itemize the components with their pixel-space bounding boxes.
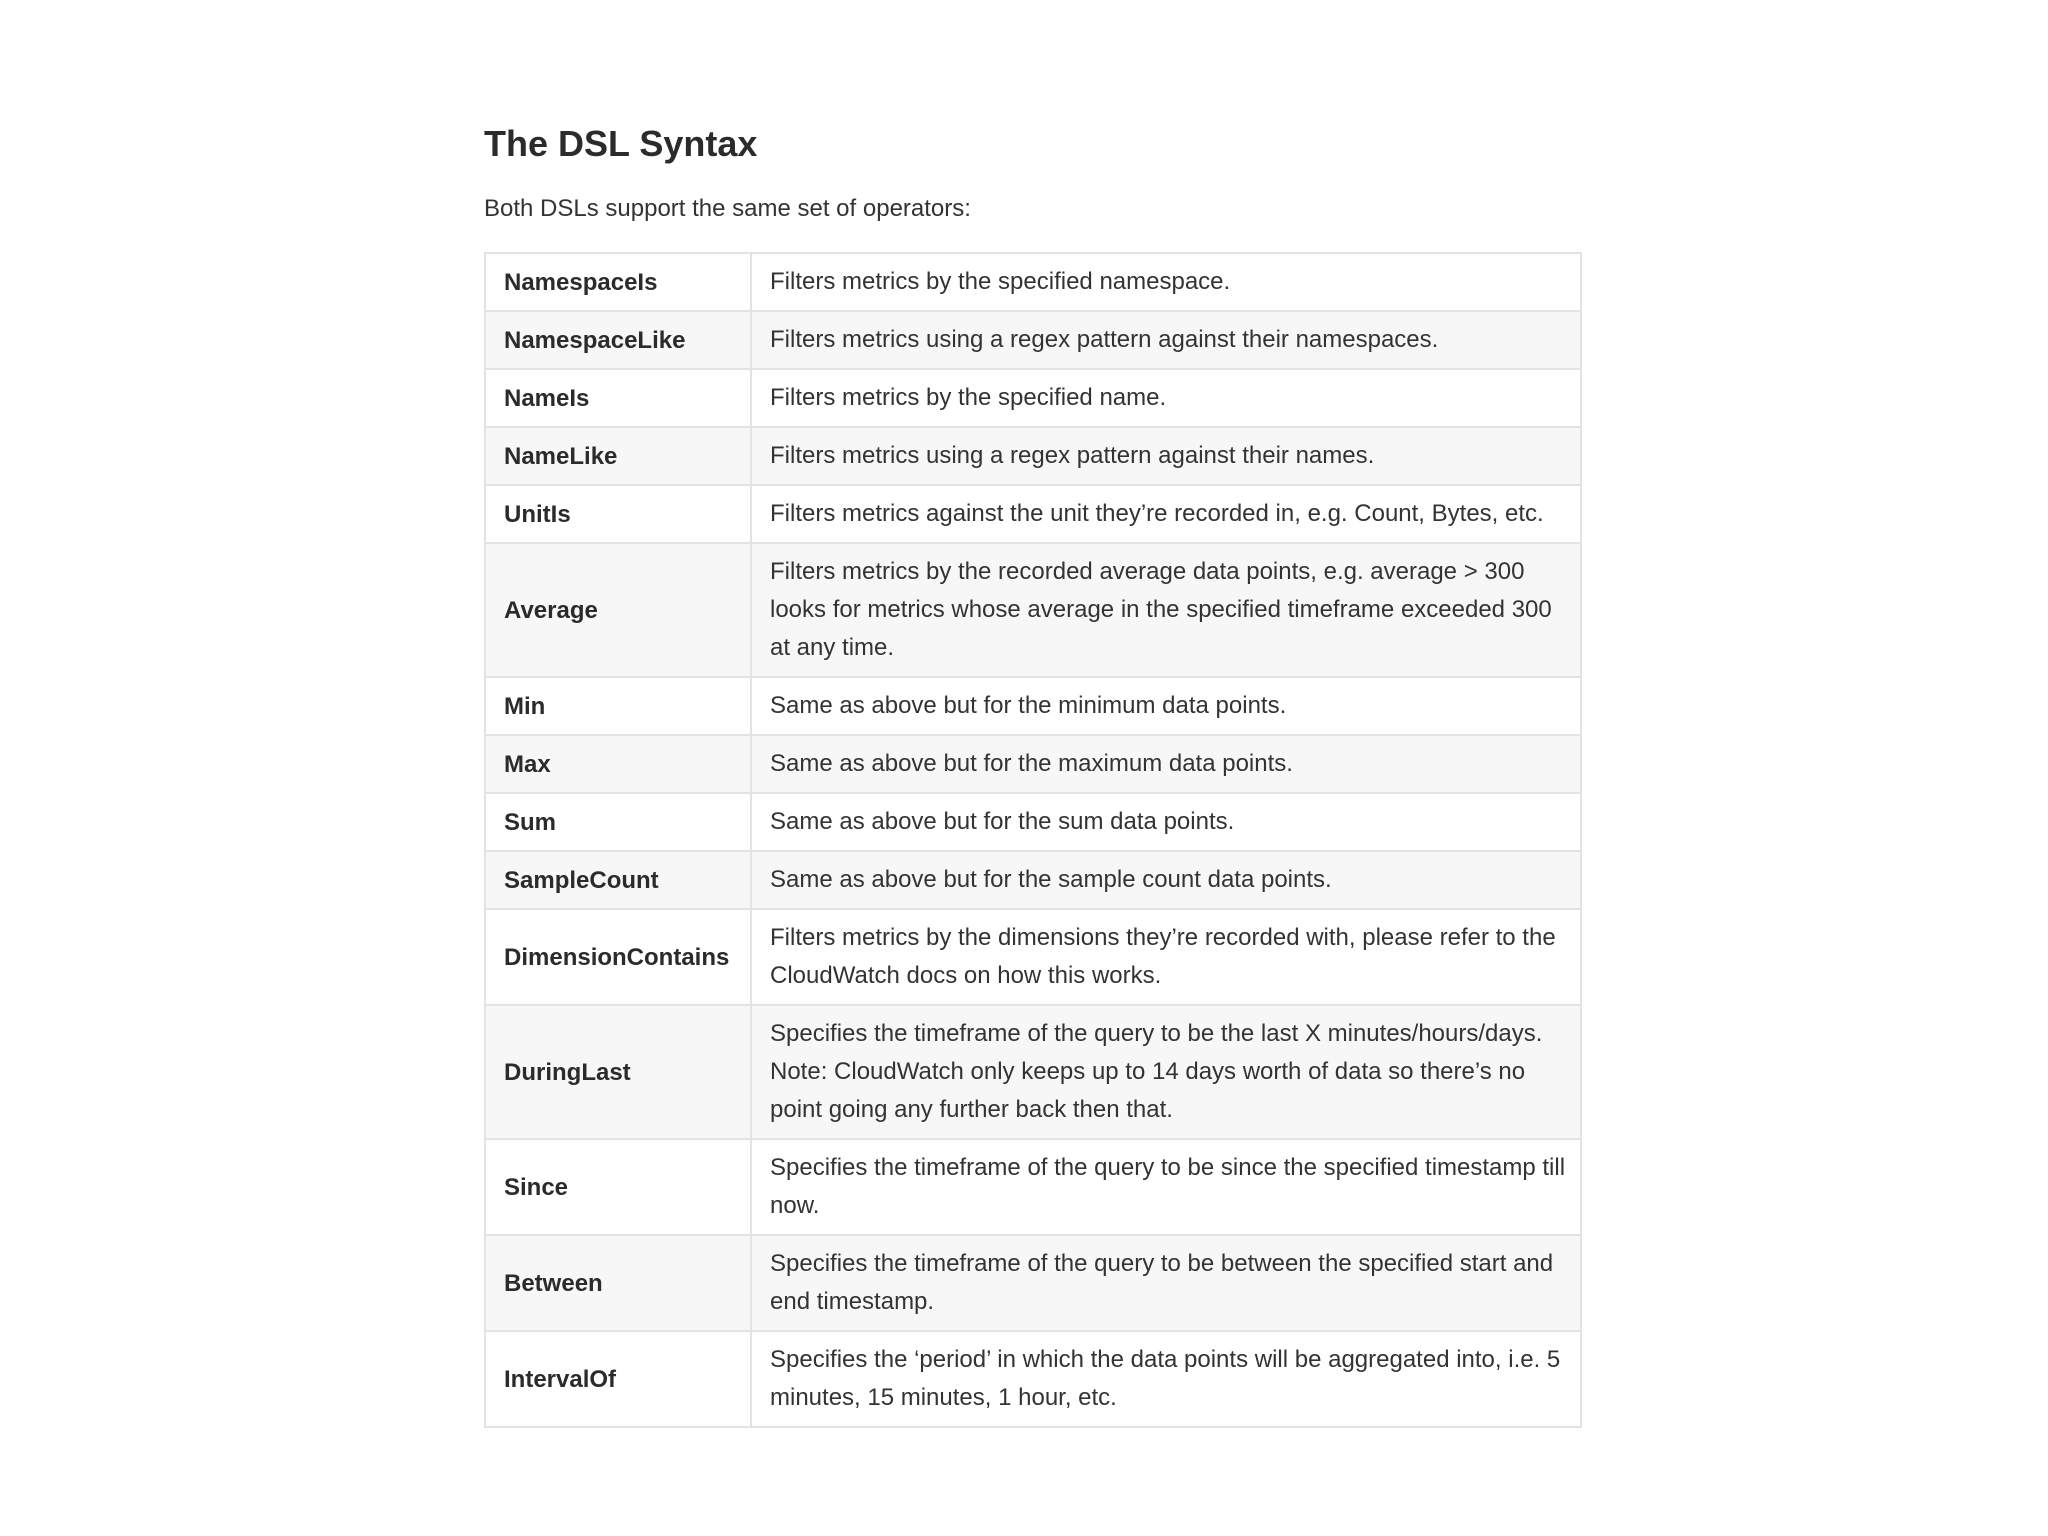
operator-description: Same as above but for the sum data points. [751,793,1581,851]
operator-name: SampleCount [485,851,751,909]
operator-description: Filters metrics by the specified namespace. [751,253,1581,311]
operator-description: Specifies the timeframe of the query to be the last X minutes/hours/days. Note: CloudWatch only keeps up to 14 days worth of data so there’s no point going any further back then that. [751,1005,1581,1139]
table-row [485,427,1581,485]
operator-name: Min [485,677,751,735]
operator-name: Between [485,1235,751,1331]
operator-name: Since [485,1139,751,1235]
table-row [485,735,1581,793]
operator-name: Sum [485,793,751,851]
table-row [485,851,1581,909]
table-row [485,793,1581,851]
operator-description: Same as above but for the minimum data points. [751,677,1581,735]
page-title: The DSL Syntax [484,123,758,164]
operator-description: Filters metrics by the recorded average data points, e.g. average > 300 looks for metrics whose average in the specified timeframe exceeded 300 at any time. [751,543,1581,677]
table-row [485,1235,1581,1331]
operator-description: Specifies the timeframe of the query to be since the specified timestamp till now. [751,1139,1581,1235]
operator-name: IntervalOf [485,1331,751,1427]
operator-name: UnitIs [485,485,751,543]
operator-description: Filters metrics by the dimensions they’re recorded with, please refer to the CloudWatch docs on how this works. [751,909,1581,1005]
table-row [485,311,1581,369]
table-row [485,543,1581,677]
table-row [485,485,1581,543]
operator-name: Average [485,543,751,677]
operator-name: NamespaceIs [485,253,751,311]
table-row [485,677,1581,735]
operator-description: Filters metrics against the unit they’re recorded in, e.g. Count, Bytes, etc. [751,485,1581,543]
operator-name: Max [485,735,751,793]
table-row [485,253,1581,311]
operator-name: NamespaceLike [485,311,751,369]
operator-name: NameLike [485,427,751,485]
intro-text: Both DSLs support the same set of operators: [484,195,971,222]
operator-description: Specifies the timeframe of the query to be between the specified start and end timestamp. [751,1235,1581,1331]
table-row [485,1005,1581,1139]
operator-description: Filters metrics using a regex pattern against their names. [751,427,1581,485]
operator-description: Specifies the ‘period’ in which the data points will be aggregated into, i.e. 5 minutes, 15 minutes, 1 hour, etc. [751,1331,1581,1427]
table-row [485,369,1581,427]
operator-name: DuringLast [485,1005,751,1139]
table-row [485,909,1581,1005]
article-content [484,118,1582,1428]
operator-name: DimensionContains [485,909,751,1005]
table-row [485,1139,1581,1235]
operator-description: Filters metrics by the specified name. [751,369,1581,427]
operator-description: Same as above but for the maximum data points. [751,735,1581,793]
table-row [485,1331,1581,1427]
operator-name: NameIs [485,369,751,427]
operators-table [484,252,1582,1428]
operator-description: Same as above but for the sample count data points. [751,851,1581,909]
operator-description: Filters metrics using a regex pattern against their namespaces. [751,311,1581,369]
